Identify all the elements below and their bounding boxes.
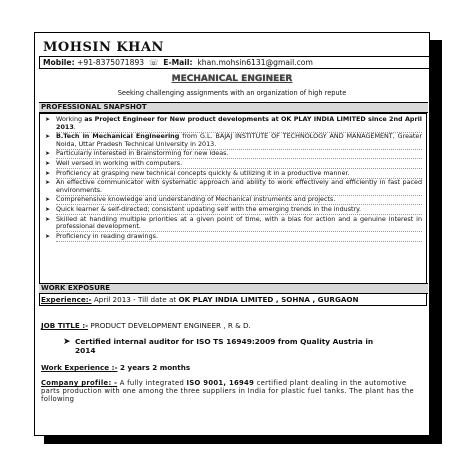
company-iso: ISO 9001, 16949 — [186, 379, 255, 387]
work-experience-line — [41, 363, 190, 372]
item-text-bold: B.Tech in Mechanical Engineering — [56, 132, 180, 141]
cert-text: Certified internal auditor for ISO TS 16949:2009 from Quality Austria in 2014 — [75, 337, 374, 355]
arrow-bullet-icon: ➤ — [45, 196, 51, 204]
snapshot-heading: PROFESSIONAL SNAPSHOT — [39, 102, 428, 113]
snapshot-item — [45, 233, 422, 241]
experience-company: OK PLAY INDIA LIMITED , SOHNA , GURGAON — [178, 295, 359, 304]
work-exp-label: Work Experience :- — [41, 363, 118, 372]
arrow-bullet-icon: ➤ — [45, 159, 51, 167]
item-text-bold: as Project Engineer for New product developments at OK PLAY INDIA LIMITED since 2nd April 2013 — [56, 115, 422, 131]
item-divider — [56, 241, 422, 242]
item-text: Proficiency at grasping new technical concepts quickly & utilizing it in a productive manner. — [56, 168, 350, 177]
snapshot-item — [45, 216, 422, 231]
item-text-pre: Working — [56, 115, 85, 123]
snapshot-item — [45, 133, 422, 148]
arrow-bullet-icon: ➤ — [45, 232, 51, 240]
contact-bar — [39, 56, 430, 69]
snapshot-item — [45, 179, 422, 194]
arrow-bullet-icon: ➤ — [45, 179, 51, 187]
work-heading: WORK EXPOSURE — [39, 283, 428, 294]
item-text: Well versed in working with computers. — [56, 158, 183, 167]
item-text: Proficiency in reading drawings. — [56, 231, 158, 240]
arrow-bullet-icon: ➤ — [45, 116, 51, 123]
job-title-value: PRODUCT DEVELOPMENT ENGINEER , R & D. — [88, 321, 251, 330]
item-text: . — [73, 122, 76, 131]
snapshot-box — [39, 113, 427, 306]
candidate-name: MOHSIN KHAN — [43, 40, 164, 55]
item-text: Comprehensive knowledge and understanding of Mechanical instruments and projects. — [56, 195, 336, 204]
job-title-line — [41, 321, 251, 330]
arrow-bullet-icon: ➤ — [45, 133, 51, 141]
snapshot-item — [45, 170, 422, 178]
arrow-bullet-icon: ➤ — [45, 169, 51, 177]
objective-line: Seeking challenging assignments with an organization of high repute — [117, 89, 347, 97]
arrow-bullet-icon: ➤ — [45, 215, 51, 223]
experience-line — [41, 295, 359, 304]
experience-label: Experience:- — [41, 295, 92, 304]
item-text: Particularly interested in Brainstorming for new ideas. — [56, 149, 229, 158]
item-text: from G.L. BAJAJ INSTITUTE OF TECHNOLOGY AND MANAGEMENT, Greater Noida, Uttar Pradesh Technical University in 2013. — [56, 132, 422, 148]
arrow-bullet-icon: ➤ — [45, 150, 51, 158]
snapshot-item — [45, 160, 422, 168]
arrow-bullet-icon: ➤ — [45, 205, 51, 213]
phone-icon: ☏ — [148, 58, 159, 67]
snapshot-item — [45, 196, 422, 204]
mobile-label: Mobile: — [43, 58, 75, 67]
company-text-pre: A fully integrated — [117, 379, 187, 387]
company-profile — [41, 379, 425, 403]
snapshot-item — [45, 116, 422, 131]
company-label: Company profile: - — [41, 379, 118, 387]
job-title-label: JOB TITLE :- — [41, 321, 89, 330]
experience-text: April 2013 - Till date at — [91, 295, 179, 304]
item-text: Quick learner & self-directed; consistent updating self with the emerging trends in the industry. — [56, 204, 362, 213]
email-label: E-Mail: — [163, 58, 193, 67]
item-text: Skilled at handling multiple priorities at a given point of time, with a bias for action and a genuine interest in professional development. — [56, 214, 422, 231]
cert-bullet-icon: ➤ — [63, 337, 71, 347]
snapshot-list — [45, 116, 422, 242]
work-exp-value: 2 years 2 months — [117, 363, 191, 372]
snapshot-item — [45, 150, 422, 158]
mobile-value: +91-8375071893 — [77, 58, 145, 67]
email-value: khan.mohsin6131@gmail.com — [197, 58, 313, 67]
resume-page — [34, 32, 430, 436]
job-title-heading: MECHANICAL ENGINEER — [171, 74, 293, 84]
company-text-post: certified plant dealing in the automotive parts production with one among the three suppliers in India for plastic fuel tanks. The plant has the following — [41, 379, 414, 403]
item-text: An effective communicator with systematic approach and ability to work effectively and efficiently in fast paced environments. — [56, 178, 422, 194]
snapshot-item — [45, 206, 422, 214]
